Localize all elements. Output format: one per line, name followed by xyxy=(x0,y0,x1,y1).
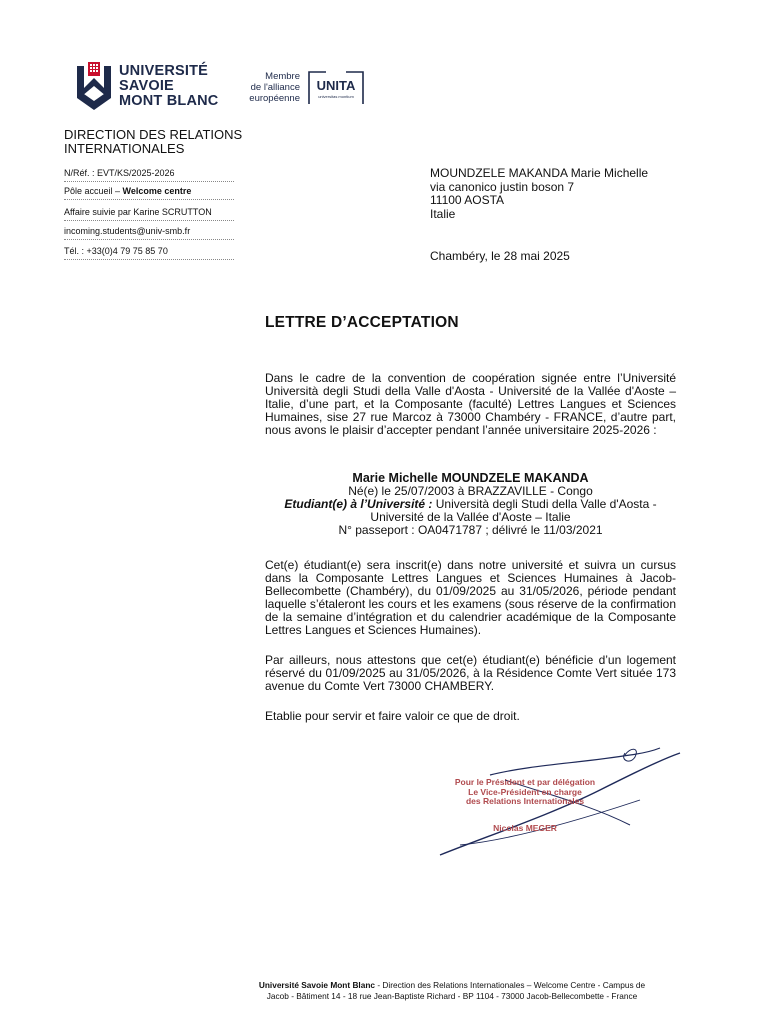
alliance-caption xyxy=(246,71,300,104)
alliance-line-2: de l'alliance xyxy=(250,82,300,93)
unita-tagline: universitas montium xyxy=(318,94,354,99)
stamp-line-1: Pour le Président et par délégation xyxy=(454,777,596,787)
recipient-city: 11100 AOSTA xyxy=(430,193,505,207)
university-wordmark xyxy=(119,64,218,109)
recipient-address xyxy=(430,167,648,221)
unita-logo xyxy=(306,66,366,108)
unita-wordmark: UNITA xyxy=(316,78,356,93)
reference-line: N/Réf. : EVT/KS/2025-2026 xyxy=(64,168,234,182)
student-birth: Né(e) le 25/07/2003 à BRAZZAVILLE - Congo xyxy=(348,484,593,498)
recipient-country: Italie xyxy=(430,206,456,221)
logo-mountain xyxy=(82,78,106,96)
student-university-label: Etudiant(e) à l’Université : xyxy=(284,497,433,511)
footer-line-2: Jacob - Bâtiment 14 - 18 rue Jean-Baptiste Richard - BP 1104 - 73000 Jacob-Bellecombette - France xyxy=(266,991,638,1001)
student-university-line2: Université de la Vallée d'Aoste – Italie xyxy=(370,510,571,524)
footer-line-1 xyxy=(222,980,682,991)
department-line-2: INTERNATIONALES xyxy=(64,141,185,156)
alliance-line-1: Membre xyxy=(265,71,300,82)
footer-university: Université Savoie Mont Blanc xyxy=(258,980,376,990)
letter-title: LETTRE D’ACCEPTATION xyxy=(265,314,459,331)
closing-line: Etablie pour servir et faire valoir ce que de droit. xyxy=(265,709,520,723)
student-name: Marie Michelle MOUNDZELE MAKANDA xyxy=(352,471,589,485)
pole-name: Welcome centre xyxy=(122,186,192,196)
date-line: Chambéry, le 28 mai 2025 xyxy=(430,249,570,263)
followed-by-line: Affaire suivie par Karine SCRUTTON xyxy=(64,207,234,221)
page-footer xyxy=(222,980,682,1002)
alliance-line-3: européenne xyxy=(249,93,300,104)
signature-stamp xyxy=(445,778,605,833)
student-university-value: Università degli Studi della Valle d'Aosta - xyxy=(432,497,657,511)
phone-line: Tél. : +33(0)4 79 75 85 70 xyxy=(64,246,234,260)
footer-line-1-rest: - Direction des Relations Internationales – Welcome Centre - Campus de xyxy=(375,980,646,990)
housing-paragraph: Par ailleurs, nous attestons que cet(e) étudiant(e) bénéficie d’un logement réservé du 01/09/2025 au 31/05/2026, à la Résidence Comte Vert située 173 avenue du Comte Vert 73000 CHAMBERY. xyxy=(265,653,676,693)
student-passport: N° passeport : OA0471787 ; délivré le 11/03/2021 xyxy=(338,523,603,537)
enrollment-paragraph: Cet(e) étudiant(e) sera inscrit(e) dans notre université et suivra un cursus dans la Composante Lettres Langues et Sciences Humaines à Jacob-Bellecombette (Chambéry), du 01/09/2025 au 31/05/2026, période pendant laquelle s’étaleront les cours et les examens (sous réserve de la confirmation de la semaine d’intégration et du calendrier académique de la Composante Lettres Langues et Sciences Humaines). xyxy=(265,558,676,637)
wordmark-line-2: SAVOIE xyxy=(119,78,174,94)
stamp-line-3: des Relations Internationales xyxy=(465,796,585,806)
stamp-signer-name: Nicolas MEGER xyxy=(493,822,557,833)
student-block xyxy=(265,472,676,537)
recipient-street: via canonico justin boson 7 xyxy=(430,179,575,194)
department-heading xyxy=(64,128,242,156)
pole-prefix: Pôle accueil – xyxy=(64,186,123,196)
pole-line xyxy=(64,186,234,200)
email-line: incoming.students@univ-smb.fr xyxy=(64,226,234,240)
wordmark-line-3: MONT BLANC xyxy=(119,93,219,109)
wordmark-line-1: UNIVERSITÉ xyxy=(119,63,209,79)
stamp-line-2: Le Vice-Président en charge xyxy=(468,786,582,797)
department-line-1: DIRECTION DES RELATIONS xyxy=(64,127,243,142)
recipient-name: MOUNDZELE MAKANDA Marie Michelle xyxy=(430,166,649,180)
intro-paragraph: Dans le cadre de la convention de coopération signée entre l’Université Università degli Studi della Valle d'Aosta - Université de la Vallée d'Aoste – Italie, d’une part, et la Composante (faculté) Lettres Langues et Sciences Humaines, sise 27 rue Marcoz à 73000 Chambéry - FRANCE, d’autre part, nous avons le plaisir d’accepter pendant l’année universitaire 2025-2026 : xyxy=(265,371,676,437)
